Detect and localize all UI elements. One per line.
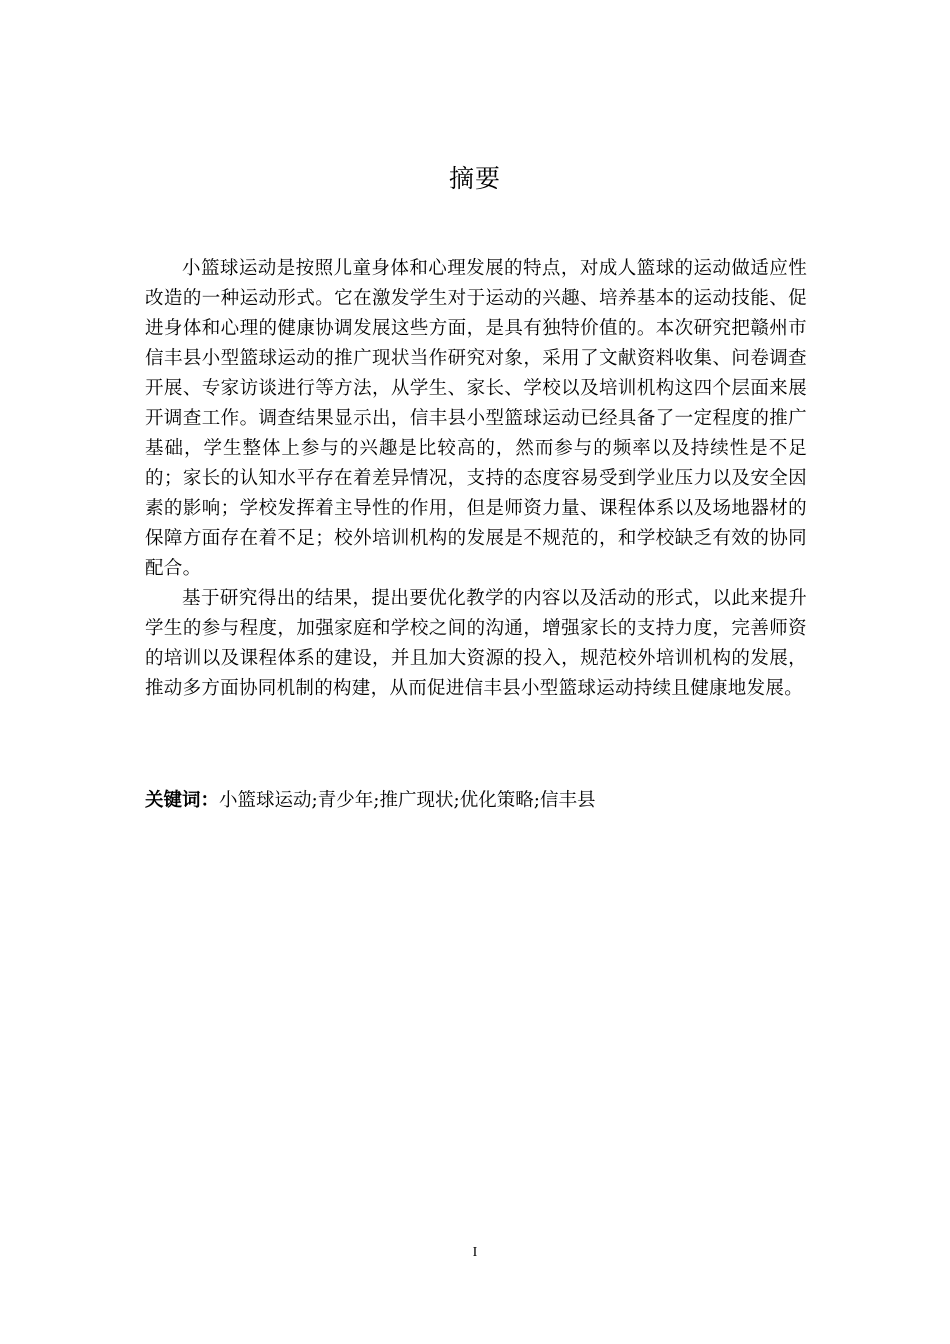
abstract-paragraph-1: 小篮球运动是按照儿童身体和心理发展的特点，对成人篮球的运动做适应性改造的一种运动形式。它在激发学生对于运动的兴趣、培养基本的运动技能、促进身体和心理的健康协调发展这些方面，是具有独特价值的。本次研究把赣州市信丰县小型篮球运动的推广现状当作研究对象，采用了文献资料收集、问卷调查开展、专家访谈进行等方法，从学生、家长、学校以及培训机构这四个层面来展开调查工作。调查结果显示出，信丰县小型篮球运动已经具备了一定程度的推广基础，学生整体上参与的兴趣是比较高的，然而参与的频率以及持续性是不足的；家长的认知水平存在着差异情况，支持的态度容易受到学业压力以及安全因素的影响；学校发挥着主导性的作用，但是师资力量、课程体系以及场地器材的保障方面存在着不足；校外培训机构的发展是不规范的，和学校缺乏有效的协同配合。 — [145, 258, 807, 579]
abstract-paragraph-2: 基于研究得出的结果，提出要优化教学的内容以及活动的形式，以此来提升学生的参与程度，加强家庭和学校之间的沟通，增强家长的支持力度，完善师资的培训以及课程体系的建设，并且加大资源的投入，规范校外培训机构的发展，推动多方面协同机制的构建，从而促进信丰县小型篮球运动持续且健康地发展。 — [145, 588, 807, 699]
page-number: I — [472, 1245, 478, 1260]
keywords-label: 关键词： — [145, 790, 220, 811]
abstract-body — [145, 254, 807, 704]
keywords-line — [145, 786, 807, 816]
page-title: 摘要 — [448, 164, 501, 193]
keywords-text: 小篮球运动;青少年;推广现状;优化策略;信丰县 — [219, 790, 596, 811]
